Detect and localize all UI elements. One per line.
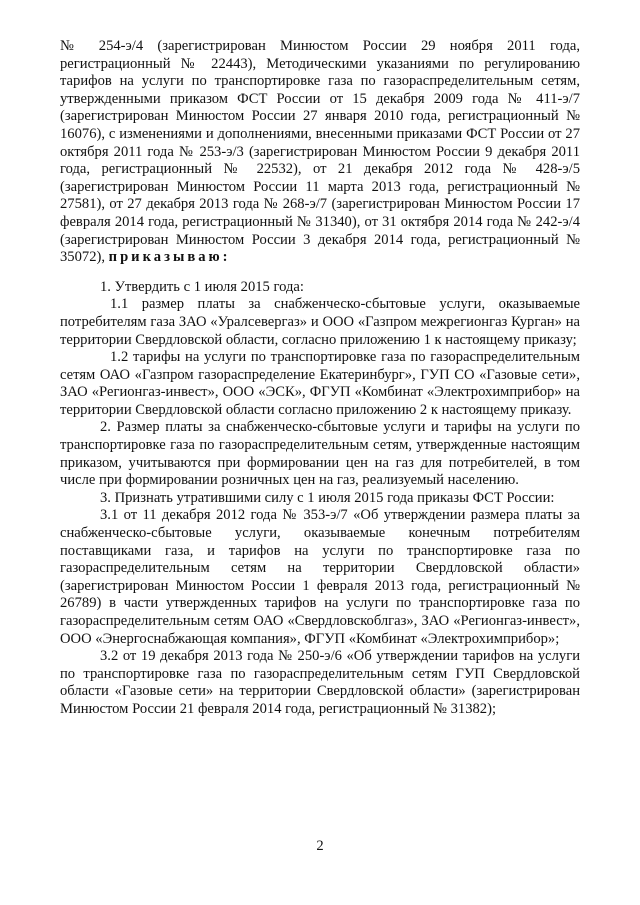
item-1: 1. Утвердить с 1 июля 2015 года: (100, 278, 304, 295)
page-number: 2 (316, 838, 324, 854)
order-word: приказываю: (108, 249, 231, 266)
intro-text: № 254-э/4 (зарегистрирован Минюстом России 29 ноября 2011 года, регистрационный № 22443), Методическими указаниями по регулированию тарифов на услуги по транспортировке газа по газораспределительным сетям, утвержденными приказом ФСТ России от 15 декабря 2009 года № 411-э/7 (зарегистрирован Минюстом России 27 января 2010 года, регистрационный № 16076), с изменениями и дополнениями, внесенными приказами ФСТ России от 27 октября 2011 года № 253-э/3 (зарегистрирован Минюстом России 9 декабря 2011 года, регистрационный № 22532), от 21 декабря 2012 года № 428-э/5 (зарегистрирован Минюстом России 11 марта 2013 года, регистрационный № 27581), от 27 декабря 2013 года № 268-э/7 (зарегистрирован Минюстом России 17 февраля 2014 года, регистрационный № 31340), от 31 октября 2014 года № 242-э/4 (зарегистрирован Минюстом России 3 декабря 2014 года, регистрационный № 35072), (60, 38, 580, 266)
item-2: 2. Размер платы за снабженческо-сбытовые услуги и тарифы на услуги по транспортировке газа по газораспределительным сетям, утвержденные настоящим приказом, учитываются при формировании цен на газ для потребителей, в том числе при формировании розничных цен на газ, реализуемый населению. (60, 419, 580, 489)
item-3-2: 3.2 от 19 декабря 2013 года № 250-э/6 «Об утверждении тарифов на услуги по транспортировке газа по газораспределительным сетям ГУП Свердловской области «Газовые сети» на территории Свердловской области» (зарегистрирован Минюстом России 21 февраля 2014 года, регистрационный № 31382); (60, 648, 580, 717)
document-body (60, 38, 580, 719)
item-1-2: 1.2 тарифы на услуги по транспортировке газа по газораспределительным сетям ОАО «Газпром газораспределение Екатеринбург», ГУП СО «Газовые сети», ЗАО «Регионгаз-инвест», ООО «ЭСК», ФГУП «Комбинат «Электрохимприбор» на территории Свердловской области согласно приложению 2 к настоящему приказу. (60, 349, 580, 418)
paragraph-gap (60, 267, 580, 279)
intro-paragraph (60, 38, 580, 267)
item-3: 3. Признать утратившими силу с 1 июля 2015 года приказы ФСТ России: (100, 489, 555, 506)
item-3-1: 3.1 от 11 декабря 2012 года № 353-э/7 «Об утверждении размера платы за снабженческо-сбытовые услуги, оказываемые конечным потребителям поставщиками газа, и тарифов на услуги по транспортировке газа по газораспределительным сетям на территории Свердловской области» (зарегистрирован Минюстом России 1 февраля 2013 года, регистрационный № 26789) в части утвержденных тарифов на услуги по транспортировке газа по газораспределительным сетям ОАО «Свердловскоблгаз», ЗАО «Регионгаз-инвест», ООО «Энергоснабжающая компания», ФГУП «Комбинат «Электрохимприбор»; (60, 507, 580, 647)
item-1-1: 1.1 размер платы за снабженческо-сбытовые услуги, оказываемые потребителям газа ЗАО «Уралсевергаз» и ООО «Газпром межрегионгаз Курган» на территории Свердловской области, согласно приложению 1 к настоящему приказу; (60, 296, 580, 348)
